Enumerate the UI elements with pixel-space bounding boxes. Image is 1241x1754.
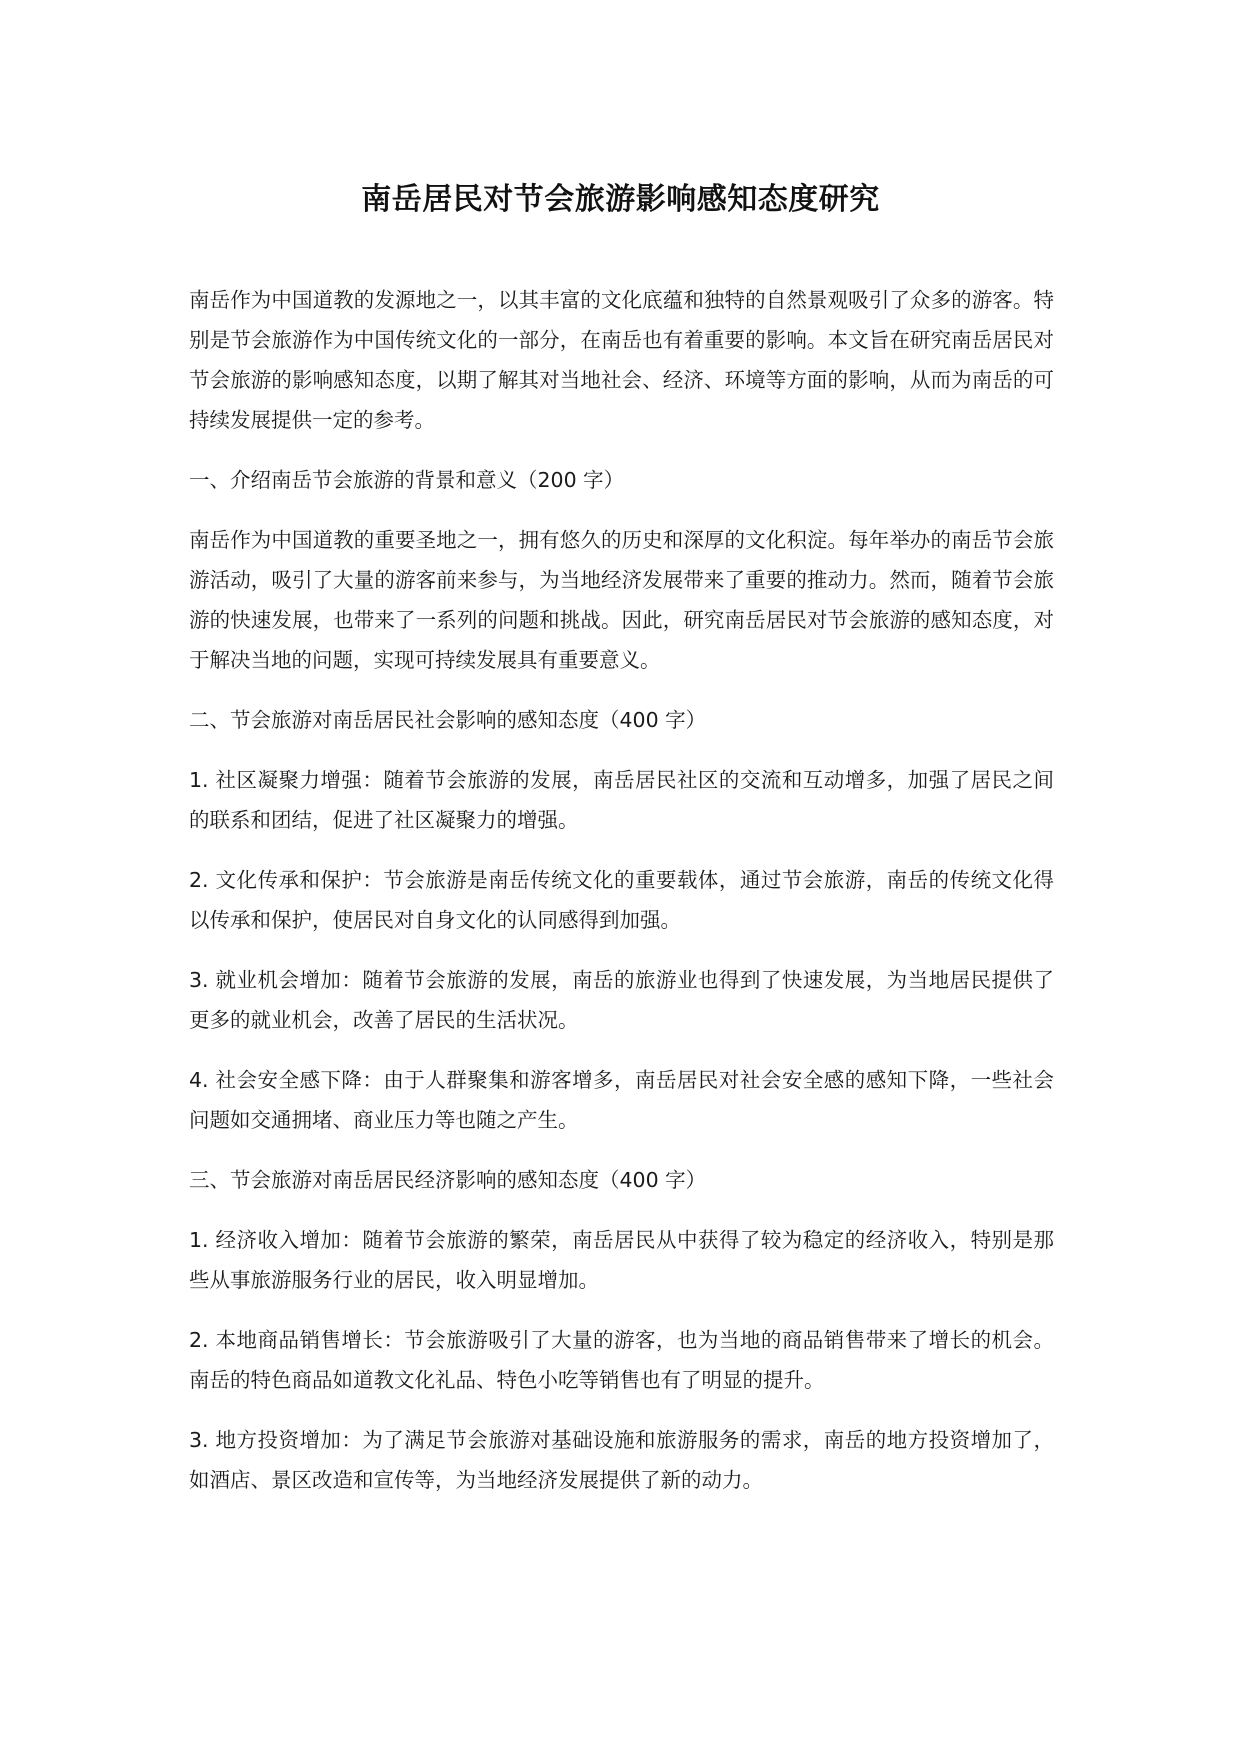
section-3-item-2: 2. 本地商品销售增长：节会旅游吸引了大量的游客，也为当地的商品销售带来了增长的机会。南岳的特色商品如道教文化礼品、特色小吃等销售也有了明显的提升。 (189, 1328, 1054, 1392)
section-3-heading: 三、节会旅游对南岳居民经济影响的感知态度（400 字） (189, 1168, 707, 1192)
section-2-item-2: 2. 文化传承和保护：节会旅游是南岳传统文化的重要载体，通过节会旅游，南岳的传统文化得以传承和保护，使居民对自身文化的认同感得到加强。 (189, 868, 1054, 932)
section-2-item-1: 1. 社区凝聚力增强：随着节会旅游的发展，南岳居民社区的交流和互动增多，加强了居民之间的联系和团结，促进了社区凝聚力的增强。 (189, 768, 1054, 832)
document-body (189, 280, 1054, 1520)
section-1-paragraph: 南岳作为中国道教的重要圣地之一，拥有悠久的历史和深厚的文化积淀。每年举办的南岳节会旅游活动，吸引了大量的游客前来参与，为当地经济发展带来了重要的推动力。然而，随着节会旅游的快速发展，也带来了一系列的问题和挑战。因此，研究南岳居民对节会旅游的感知态度，对于解决当地的问题，实现可持续发展具有重要意义。 (189, 528, 1054, 672)
section-2-item-4: 4. 社会安全感下降：由于人群聚集和游客增多，南岳居民对社会安全感的感知下降，一些社会问题如交通拥堵、商业压力等也随之产生。 (189, 1068, 1054, 1132)
intro-paragraph: 南岳作为中国道教的发源地之一，以其丰富的文化底蕴和独特的自然景观吸引了众多的游客。特别是节会旅游作为中国传统文化的一部分，在南岳也有着重要的影响。本文旨在研究南岳居民对节会旅游的影响感知态度，以期了解其对当地社会、经济、环境等方面的影响，从而为南岳的可持续发展提供一定的参考。 (189, 288, 1054, 432)
section-2-item-3: 3. 就业机会增加：随着节会旅游的发展，南岳的旅游业也得到了快速发展，为当地居民提供了更多的就业机会，改善了居民的生活状况。 (189, 968, 1054, 1032)
document-title: 南岳居民对节会旅游影响感知态度研究 (361, 182, 880, 217)
section-3-item-1: 1. 经济收入增加：随着节会旅游的繁荣，南岳居民从中获得了较为稳定的经济收入，特别是那些从事旅游服务行业的居民，收入明显增加。 (189, 1228, 1054, 1292)
section-1-heading: 一、介绍南岳节会旅游的背景和意义（200 字） (189, 468, 625, 492)
section-3-item-3: 3. 地方投资增加：为了满足节会旅游对基础设施和旅游服务的需求，南岳的地方投资增加了，如酒店、景区改造和宣传等，为当地经济发展提供了新的动力。 (189, 1428, 1054, 1492)
section-2-heading: 二、节会旅游对南岳居民社会影响的感知态度（400 字） (189, 708, 707, 732)
